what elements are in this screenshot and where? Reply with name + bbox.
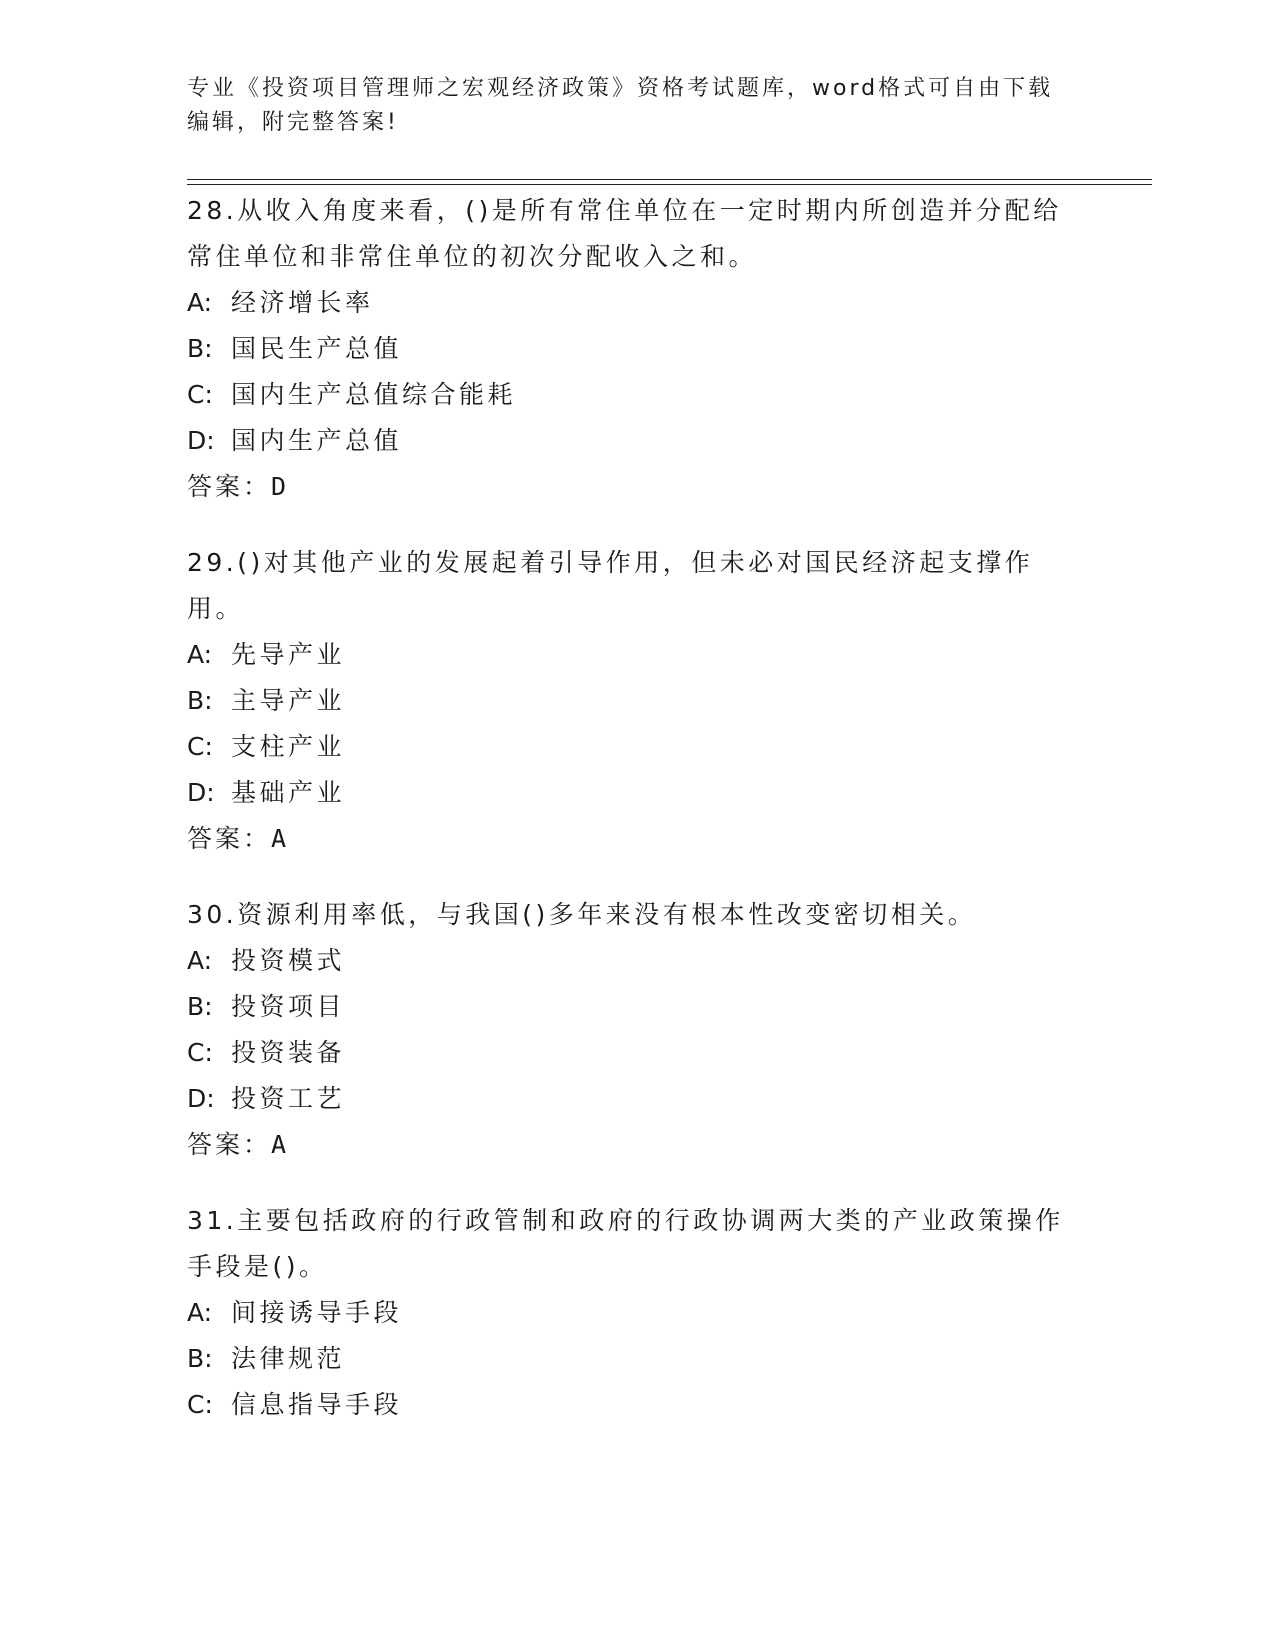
header-divider-bottom <box>187 184 1152 185</box>
document-header: 专业《投资项目管理师之宏观经济政策》资格考试题库，word格式可自由下载编辑，附完整答案! <box>187 76 1054 135</box>
option-a <box>187 1290 1087 1336</box>
option-a <box>187 632 1087 678</box>
answer-value: A <box>271 1130 288 1159</box>
option-b <box>187 326 1087 372</box>
option-key: A: <box>187 1298 213 1327</box>
question-stem: 28.从收入角度来看，()是所有常住单位在一定时期内所创造并分配给常住单位和非常住单位的初次分配收入之和。 <box>187 196 1062 271</box>
header-divider-top <box>187 179 1152 180</box>
option-key: C: <box>187 380 213 409</box>
answer-line <box>187 464 1087 510</box>
answer-value: A <box>271 824 288 853</box>
option-b <box>187 678 1087 724</box>
option-c <box>187 724 1087 770</box>
answer-value: D <box>271 472 288 501</box>
option-a <box>187 280 1087 326</box>
option-text: 主导产业 <box>231 686 346 715</box>
question-stem: 31.主要包括政府的行政管制和政府的行政协调两大类的产业政策操作手段是()。 <box>187 1206 1064 1281</box>
answer-line <box>187 1122 1087 1168</box>
option-key: D: <box>187 778 215 807</box>
option-d <box>187 418 1087 464</box>
option-text: 国民生产总值 <box>231 334 403 363</box>
question-30 <box>187 892 1087 1168</box>
option-key: B: <box>187 334 213 363</box>
option-b <box>187 984 1087 1030</box>
option-text: 投资装备 <box>231 1038 346 1067</box>
option-text: 投资模式 <box>231 946 346 975</box>
question-28 <box>187 188 1087 510</box>
option-key: B: <box>187 686 213 715</box>
answer-line <box>187 816 1087 862</box>
option-text: 国内生产总值 <box>231 426 403 455</box>
option-text: 先导产业 <box>231 640 346 669</box>
question-31 <box>187 1198 1087 1428</box>
option-d <box>187 1076 1087 1122</box>
option-key: B: <box>187 1344 213 1373</box>
option-text: 经济增长率 <box>231 288 374 317</box>
option-key: A: <box>187 640 213 669</box>
question-stem: 29.()对其他产业的发展起着引导作用，但未必对国民经济起支撑作用。 <box>187 548 1034 623</box>
option-text: 基础产业 <box>231 778 346 807</box>
option-text: 投资项目 <box>231 992 346 1021</box>
option-key: A: <box>187 946 213 975</box>
option-key: C: <box>187 1390 213 1419</box>
option-text: 信息指导手段 <box>231 1390 403 1419</box>
option-c <box>187 1030 1087 1076</box>
option-key: C: <box>187 1038 213 1067</box>
option-key: D: <box>187 1084 215 1113</box>
answer-label: 答案： <box>187 824 272 853</box>
option-text: 支柱产业 <box>231 732 346 761</box>
answer-label: 答案： <box>187 1130 272 1159</box>
option-key: C: <box>187 732 213 761</box>
option-text: 投资工艺 <box>231 1084 346 1113</box>
question-29 <box>187 540 1087 862</box>
answer-label: 答案： <box>187 472 272 501</box>
question-stem: 30.资源利用率低，与我国()多年来没有根本性改变密切相关。 <box>187 900 977 929</box>
option-c <box>187 372 1087 418</box>
option-b <box>187 1336 1087 1382</box>
option-key: D: <box>187 426 215 455</box>
option-text: 法律规范 <box>231 1344 346 1373</box>
option-d <box>187 770 1087 816</box>
option-key: B: <box>187 992 213 1021</box>
option-key: A: <box>187 288 213 317</box>
option-text: 间接诱导手段 <box>231 1298 403 1327</box>
option-text: 国内生产总值综合能耗 <box>231 380 517 409</box>
option-a <box>187 938 1087 984</box>
option-c <box>187 1382 1087 1428</box>
